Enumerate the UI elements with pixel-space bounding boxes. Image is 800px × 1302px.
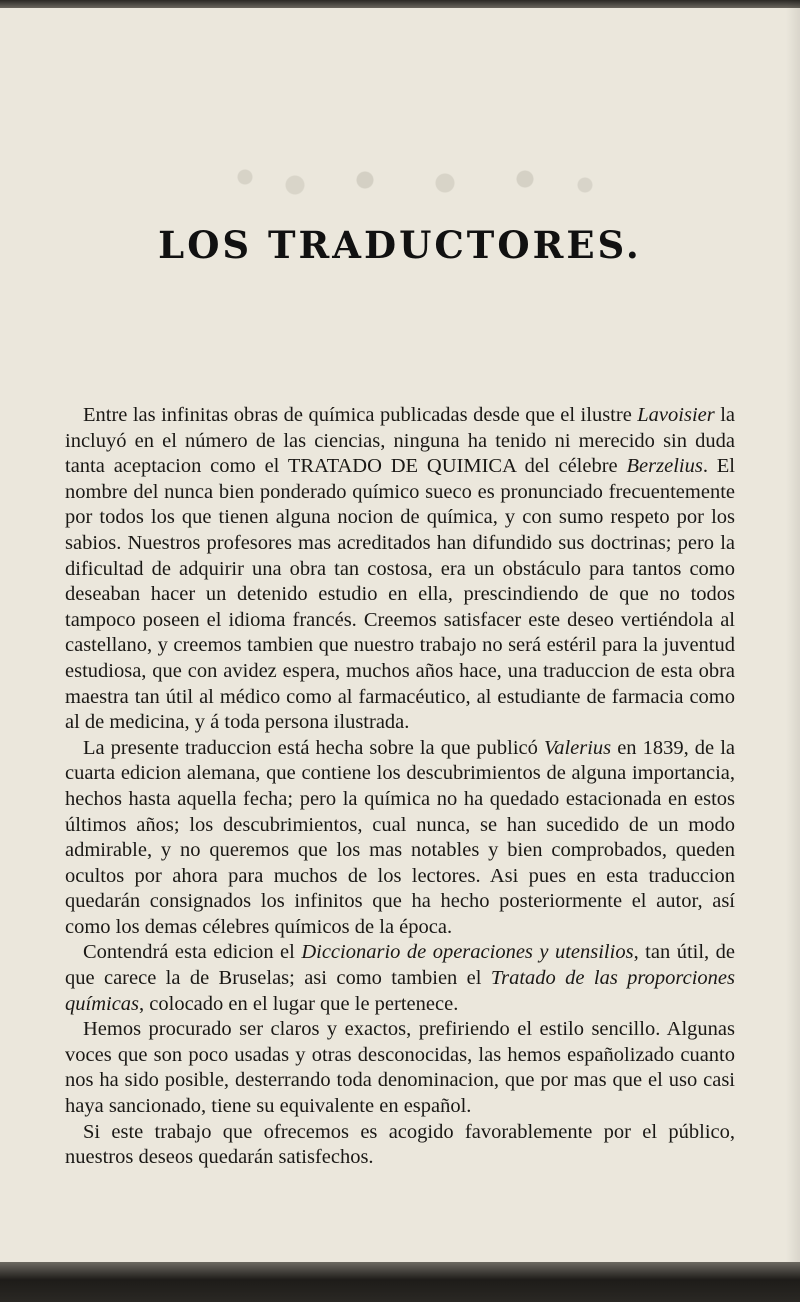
body-text bbox=[65, 403, 735, 1171]
page-side-shadow bbox=[786, 0, 800, 1302]
paragraph-1: Entre las infinitas obras de química publicadas desde que el ilustre Lavoisier la incluyó en el número de las ciencias, ninguna ha tenido ni merecido sin duda tanta aceptacion como el TRATADO DE QUIMICA del célebre Berzelius. El nombre del nunca bien ponderado químico sueco es pronunciado frecuentemente por todos los que tienen alguna nocion de química, y con sumo respeto por los sabios. Nuestros profesores mas acreditados han difundido sus doctrinas; pero la dificultad de adquirir una obra tan costosa, era un obstáculo para tantos como deseaban hacer un detenido estudio en ella, prescindiendo de que no todos tampoco poseen el idioma francés. Creemos satisfacer este deseo vertiéndola al castellano, y creemos tambien que nuestro trabajo no será estéril para la juventud estudiosa, que con avidez espera, muchos años hace, una traduccion de esta obra maestra tan útil al médico como al farmacéutico, al estudiante de farmacia como al de medicina, y á toda persona ilustrada. bbox=[65, 404, 736, 734]
paragraph-5: Si este trabajo que ofrecemos es acogido favorablemente por el público, nuestros deseos quedarán satisfechos. bbox=[65, 1120, 735, 1169]
paragraph-2: La presente traduccion está hecha sobre la que publicó Valerius en 1839, de la cuarta edicion alemana, que contiene los descubrimientos de alguna importancia, hechos hasta aquella fecha; pero la química no ha quedado estacionada en estos últimos años; los descubrimientos, cual nunca, se han sucedido de un modo admirable, y no queremos que los mas notables y bien comprobados, queden ocultos por ahora para muchos de los lectores. Asi pues en esta traduccion quedarán consignados los infinitos que ha hecho posteriormente el autor, así como los demas célebres químicos de la época. bbox=[65, 736, 735, 938]
bleed-through-ornament bbox=[225, 155, 605, 215]
page-top-edge bbox=[0, 0, 800, 8]
page-title: LOS TRADUCTORES. bbox=[158, 223, 642, 267]
paragraph-3: Contendrá esta edicion el Diccionario de operaciones y utensilios, tan útil, de que carece la de Bruselas; asi como tambien el Tratado de las proporciones químicas, colocado en el lugar que le pertenece. bbox=[65, 941, 735, 1015]
paragraph-4: Hemos procurado ser claros y exactos, prefiriendo el estilo sencillo. Algunas voces que son poco usadas y otras desconocidas, las hemos españolizado cuanto nos ha sido posible, desterrando toda denominacion, que por mas que el uso casi haya sancionado, tiene su equivalente en español. bbox=[65, 1018, 735, 1118]
page-bottom-edge bbox=[0, 1262, 800, 1302]
